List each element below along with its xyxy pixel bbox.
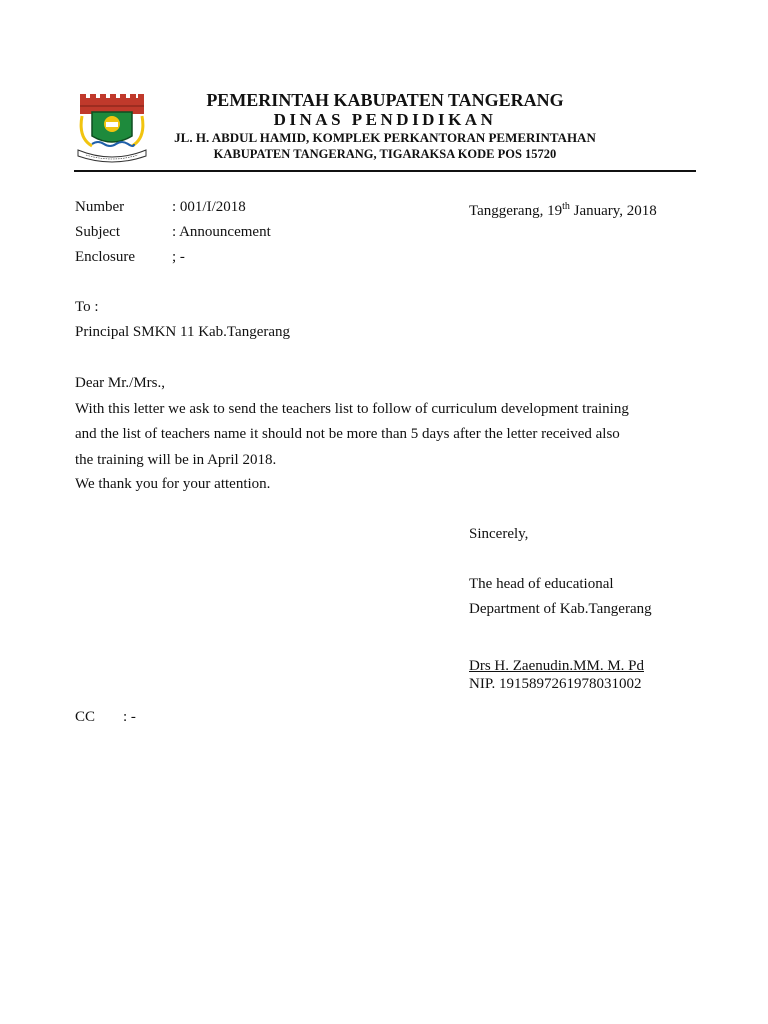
signer-nip: NIP. 1915897261978031002 (469, 676, 642, 692)
letterhead-address: JL. H. ABDUL HAMID, KOMPLEK PERKANTORAN PEMERINTAHAN (174, 130, 596, 145)
cc-value: : - (123, 709, 136, 725)
cc-label: CC (75, 709, 96, 725)
letterhead (160, 90, 610, 162)
date-prefix: Tanggerang, 19 (469, 203, 563, 219)
letterhead-government: PEMERINTAH KABUPATEN TANGERANG (206, 90, 564, 110)
signer-title-2: Department of Kab.Tangerang (469, 601, 652, 617)
body-line-3: the training will be in April 2018. (75, 452, 277, 468)
number-label: Number (75, 199, 125, 215)
body-line-1: With this letter we ask to send the teachers list to follow of curriculum development training (75, 401, 629, 417)
to-label: To : (75, 299, 99, 315)
body-line-2: and the list of teachers name it should not be more than 5 days after the letter received also (75, 426, 620, 442)
salutation: Dear Mr./Mrs., (75, 375, 165, 391)
letterhead-city: KABUPATEN TANGERANG, TIGARAKSA KODE POS 15720 (213, 147, 557, 161)
signer-name: Drs H. Zaenudin.MM. M. Pd (469, 658, 644, 674)
subject-label: Subject (75, 224, 120, 240)
letter-date (469, 198, 657, 220)
signer-title-1: The head of educational (469, 576, 614, 592)
date-suffix: January, 2018 (569, 203, 657, 219)
number-value: : 001/I/2018 (172, 199, 246, 215)
enclosure-label: Enclosure (75, 249, 135, 265)
date-ordinal: th (562, 201, 570, 212)
closing-sincerely: Sincerely, (469, 526, 529, 542)
recipient-name: Principal SMKN 11 Kab.Tangerang (75, 324, 291, 340)
regency-crest-logo (74, 92, 150, 164)
body-line-4: We thank you for your attention. (75, 476, 271, 492)
enclosure-value: ; - (172, 249, 185, 265)
letterhead-office: DINAS PENDIDIKAN (273, 110, 497, 129)
subject-value: : Announcement (172, 224, 271, 240)
letterhead-divider (74, 170, 696, 172)
